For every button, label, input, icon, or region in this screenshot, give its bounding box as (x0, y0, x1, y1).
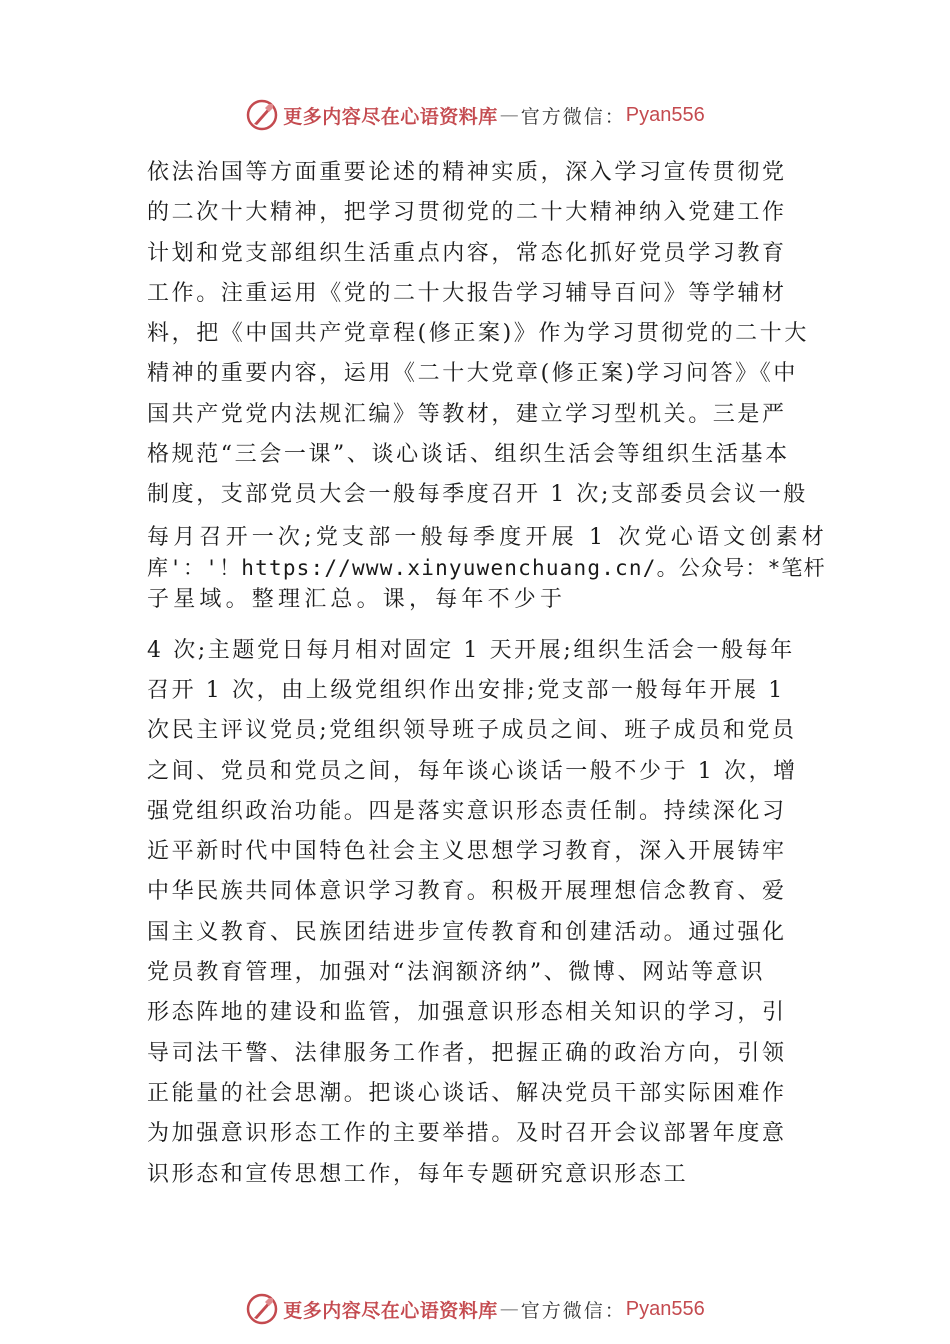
body-line: 之间、党员和党员之间，每年谈心谈话一般不少于 1 次，增 (147, 758, 798, 784)
footer-brand: 更多内容尽在心语资料库 (283, 1299, 498, 1322)
body-line: 导司法干警、法律服务工作者，把握正确的政治方向，引领 (147, 1040, 787, 1066)
body-line: 次民主评议党员;党组织领导班子成员之间、班子成员和党员 (147, 718, 797, 744)
body-line: 为加强意识形态工作的主要举措。及时召开会议部署年度意 (147, 1121, 787, 1147)
body-line: 的二次十大精神，把学习贯彻党的二十大精神纳入党建工作 (147, 200, 787, 226)
body-line: 国共产党党内法规汇编》等教材，建立学习型机关。三是严 (147, 401, 787, 427)
quill-circle-icon (245, 98, 279, 132)
body-line: 强党组织政治功能。四是落实意识形态责任制。持续深化习 (147, 798, 787, 824)
header-wechat-label: 官方微信： (520, 105, 626, 128)
body-line: 料，把《中国共产党章程(修正案)》作为学习贯彻党的二十大 (147, 321, 809, 347)
footer-banner (0, 1289, 950, 1329)
body-line: 中华民族共同体意识学习教育。积极开展理想信念教育、爱 (147, 879, 787, 905)
body-line: 库'：'！https://www.xinyuwenchuang.cn/。公众号：*笔杆 (147, 555, 826, 580)
body-line: 精神的重要内容，运用《二十大党章(修正案)学习问答》《中 (147, 361, 798, 387)
body-line: 党员教育管理，加强对“法润额济纳”、微博、网站等意识 (147, 960, 766, 986)
body-line: 近平新时代中国特色社会主义思想学习教育，深入开展铸牢 (147, 839, 787, 865)
body-line: 形态阵地的建设和监管，加强意识形态相关知识的学习，引 (147, 1000, 787, 1026)
quill-circle-icon (245, 1292, 279, 1326)
body-line: 召开 1 次，由上级党组织作出安排;党支部一般每年开展 1 (147, 677, 785, 703)
footer-wechat-id: Pyan556 (625, 1297, 705, 1320)
body-line: 国主义教育、民族团结进步宣传教育和创建活动。通过强化 (147, 919, 787, 945)
header-dash: — (499, 104, 519, 126)
body-line: 依法治国等方面重要论述的精神实质，深入学习宣传贯彻党 (147, 160, 787, 185)
body-line: 子星域。整理汇总。课，每年不少于 (147, 586, 567, 612)
body-line: 工作。注重运用《党的二十大报告学习辅导百问》等学辅材 (147, 280, 787, 306)
body-line: 计划和党支部组织生活重点内容，常态化抓好党员学习教育 (147, 240, 787, 266)
body-line: 识形态和宣传思想工作，每年专题研究意识形态工 (147, 1161, 689, 1187)
header-wechat-id: Pyan556 (625, 103, 705, 126)
footer-wechat-label: 官方微信： (520, 1299, 626, 1322)
body-line: 正能量的社会思潮。把谈心谈话、解决党员干部实际困难作 (147, 1080, 787, 1106)
body-line: 每月召开一次;党支部一般每季度开展 1 次党心语文创素材 (147, 524, 828, 550)
body-line: 4 次;主题党日每月相对固定 1 天开展;组织生活会一般每年 (147, 637, 795, 663)
header-brand: 更多内容尽在心语资料库 (283, 105, 498, 128)
body-line: 制度，支部党员大会一般每季度召开 1 次;支部委员会议一般 (147, 482, 808, 508)
document-body (147, 153, 828, 1195)
body-line: 格规范“三会一课”、谈心谈话、组织生活会等组织生活基本 (147, 442, 790, 468)
footer-dash: — (499, 1298, 519, 1320)
header-banner (0, 95, 950, 135)
